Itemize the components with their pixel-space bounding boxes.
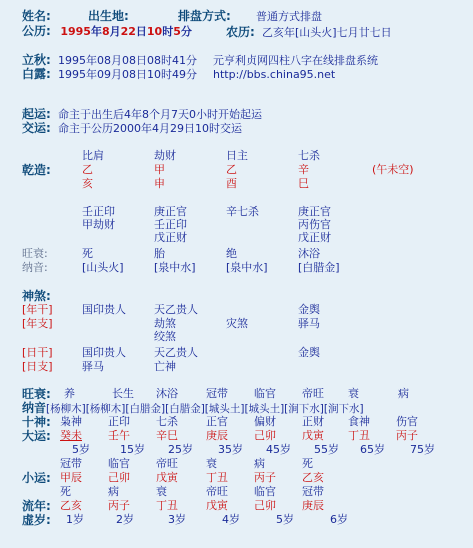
method-value: 普通方式排盘 (256, 10, 322, 23)
xy-top-1: 冠带 (60, 457, 82, 470)
xy-bot-2: 病 (108, 485, 119, 498)
gregorian-minute: 5 (173, 25, 181, 38)
qiyun-label: 起运: (22, 107, 51, 121)
liunian-6: 庚辰 (302, 499, 324, 512)
gregorian-label: 公历: (22, 24, 51, 38)
xusui-4: 4岁 (222, 513, 240, 526)
stem-day: 乙 (226, 163, 237, 176)
xy-bot-6: 冠带 (302, 485, 324, 498)
ss-dgan-1: 国印贵人 (82, 346, 126, 359)
hidden-4b: 丙伤官 (298, 218, 331, 231)
qianzao-label: 乾造: (22, 163, 51, 177)
branch-day: 酉 (226, 177, 237, 190)
dy-dayun-label: 大运: (22, 429, 51, 443)
nayin-3: [泉中水] (226, 261, 268, 274)
branch-year: 亥 (82, 177, 93, 190)
dayun-age-6: 55岁 (314, 443, 339, 456)
dayun-age-8: 75岁 (410, 443, 435, 456)
jiaoyun-label: 交运: (22, 121, 51, 135)
bailu-label: 白露: (22, 67, 51, 81)
hidden-3a: 辛七杀 (226, 205, 259, 218)
site-name-link[interactable]: 元亨利贞网四柱八字在线排盘系统 (213, 54, 378, 67)
ss-dgan-2: 天乙贵人 (154, 346, 198, 359)
dy-ss-6: 正财 (302, 415, 324, 428)
xy-bot-1: 死 (60, 485, 71, 498)
xy-bot-3: 衰 (156, 485, 167, 498)
day-gan-label: [日干] (22, 346, 53, 359)
dy-ws-6: 帝旺 (302, 387, 324, 400)
nayin-2: [泉中水] (154, 261, 196, 274)
dy-ws-2: 长生 (112, 387, 134, 400)
xusui-label: 虚岁: (22, 513, 51, 527)
stem-month: 甲 (154, 163, 165, 176)
xiaoyun-5: 丙子 (254, 471, 276, 484)
xiaoyun-1: 甲辰 (60, 471, 82, 484)
xiaoyun-2: 己卯 (108, 471, 130, 484)
wangshuai-3: 绝 (226, 247, 237, 260)
xy-top-6: 死 (302, 457, 313, 470)
lunar-value: 乙亥年[山头火]七月廿七日 (262, 26, 392, 39)
dy-ss-8: 伤官 (396, 415, 418, 428)
xy-top-5: 病 (254, 457, 265, 470)
dy-ws-4: 冠带 (206, 387, 228, 400)
ss-yzhi-2b: 绞煞 (154, 330, 176, 343)
dayun-pillar-1[interactable]: 癸未 (60, 429, 82, 442)
liunian-4: 戊寅 (206, 499, 228, 512)
void-note: (午未空) (372, 163, 414, 176)
ss-dzhi-2: 亡神 (154, 360, 176, 373)
dayun-pillar-4[interactable]: 庚辰 (206, 429, 228, 442)
xusui-5: 5岁 (276, 513, 294, 526)
gregorian-row: 公历: 1995年8月22日10时5分 (22, 24, 192, 38)
xy-bot-5: 临官 (254, 485, 276, 498)
ten-god-4: 七杀 (298, 149, 320, 162)
dy-ws-7: 衰 (348, 387, 359, 400)
site-url-link[interactable]: http://bbs.china95.net (213, 68, 336, 81)
xiaoyun-6: 乙亥 (302, 471, 324, 484)
hidden-1b: 甲劫财 (82, 218, 115, 231)
wangshuai-2: 胎 (154, 247, 165, 260)
dayun-pillar-3[interactable]: 辛巳 (156, 429, 178, 442)
ss-yzhi-4: 驿马 (298, 317, 320, 330)
dy-ss-2: 正印 (108, 415, 130, 428)
method-label: 排盘方式: (178, 9, 231, 23)
gregorian-hour: 10 (146, 25, 163, 38)
dayun-pillar-6[interactable]: 戊寅 (302, 429, 324, 442)
dayun-pillar-8[interactable]: 丙子 (396, 429, 418, 442)
ss-yzhi-3: 灾煞 (226, 317, 248, 330)
liqiu-value: 1995年08月08日08时41分 (58, 54, 197, 67)
dy-shishen-label: 十神: (22, 415, 51, 429)
day-zhi-label: [日支] (22, 360, 53, 373)
year-gan-label: [年干] (22, 303, 53, 316)
xy-top-2: 临官 (108, 457, 130, 470)
dy-ws-5: 临官 (254, 387, 276, 400)
hidden-1a: 壬正印 (82, 205, 115, 218)
branch-hour: 巳 (298, 177, 309, 190)
ten-god-1: 比肩 (82, 149, 104, 162)
name-label: 姓名: (22, 9, 51, 23)
gregorian-year: 1995 (60, 25, 91, 38)
xusui-2: 2岁 (116, 513, 134, 526)
dayun-pillar-2[interactable]: 壬午 (108, 429, 130, 442)
dy-ss-1: 枭神 (60, 415, 82, 428)
stem-year: 乙 (82, 163, 93, 176)
dy-nayin-values: [杨柳木][杨柳木][白腊金][白腊金][城头土][城头土][涧下水][涧下水] (46, 403, 364, 415)
dy-ss-4: 正官 (206, 415, 228, 428)
dy-ss-5: 偏财 (254, 415, 276, 428)
ss-ygan-1: 国印贵人 (82, 303, 126, 316)
wangshuai-4: 沐浴 (298, 247, 320, 260)
ten-god-2: 劫财 (154, 149, 176, 162)
lunar-label: 农历: (226, 25, 255, 39)
xy-top-3: 帝旺 (156, 457, 178, 470)
xiaoyun-4: 丁丑 (206, 471, 228, 484)
dayun-age-1: 5岁 (72, 443, 90, 456)
liunian-label: 流年: (22, 499, 51, 513)
hidden-2a: 庚正官 (154, 205, 187, 218)
dy-nayin-label: 纳音 (22, 401, 47, 415)
wangshuai-1: 死 (82, 247, 93, 260)
dayun-pillar-5[interactable]: 己卯 (254, 429, 276, 442)
dayun-age-7: 65岁 (360, 443, 385, 456)
dy-ss-3: 七杀 (156, 415, 178, 428)
branch-month: 申 (154, 177, 165, 190)
stem-hour: 辛 (298, 163, 309, 176)
ss-dzhi-1: 驿马 (82, 360, 104, 373)
qiyun-text: 命主于出生后4年8个月7天0小时开始起运 (58, 108, 262, 121)
dayun-age-2: 15岁 (120, 443, 145, 456)
dayun-age-3: 25岁 (168, 443, 193, 456)
liqiu-label: 立秋: (22, 53, 51, 67)
shensha-title: 神煞: (22, 289, 51, 303)
xiaoyun-label: 小运: (22, 471, 51, 485)
year-zhi-label: [年支] (22, 317, 53, 330)
nayin-4: [白腊金] (298, 261, 340, 274)
xy-bot-4: 帝旺 (206, 485, 228, 498)
xusui-1: 1岁 (66, 513, 84, 526)
ss-dgan-4: 金舆 (298, 346, 320, 359)
liunian-1: 乙亥 (60, 499, 82, 512)
xy-top-4: 衰 (206, 457, 217, 470)
nayin-label: 纳音: (22, 261, 48, 274)
liunian-2: 丙子 (108, 499, 130, 512)
ten-god-3: 日主 (226, 149, 248, 162)
ss-ygan-2: 天乙贵人 (154, 303, 198, 316)
hidden-4c: 戊正财 (298, 231, 331, 244)
dayun-age-5: 45岁 (266, 443, 291, 456)
hidden-2c: 戊正财 (154, 231, 187, 244)
gregorian-month: 8 (101, 25, 110, 38)
ss-yzhi-2a: 劫煞 (154, 317, 176, 330)
xusui-3: 3岁 (168, 513, 186, 526)
xiaoyun-3: 戊寅 (156, 471, 178, 484)
gregorian-day: 22 (120, 25, 136, 38)
hidden-4a: 庚正官 (298, 205, 331, 218)
dy-ws-1: 养 (64, 387, 75, 400)
liunian-3: 丁丑 (156, 499, 178, 512)
dy-ws-8: 病 (398, 387, 409, 400)
ss-ygan-4: 金舆 (298, 303, 320, 316)
xusui-6: 6岁 (330, 513, 348, 526)
dy-wangshuai-label: 旺衰: (22, 387, 51, 401)
hidden-2b: 壬正印 (154, 218, 187, 231)
dy-nayin-row (22, 402, 364, 415)
nayin-1: [山头火] (82, 261, 124, 274)
dayun-age-4: 35岁 (218, 443, 243, 456)
birthplace-label: 出生地: (88, 9, 129, 23)
wangshuai-label: 旺衰: (22, 247, 48, 260)
dy-ws-3: 沐浴 (156, 387, 178, 400)
liunian-5: 己卯 (254, 499, 276, 512)
dayun-pillar-7[interactable]: 丁丑 (348, 429, 370, 442)
dy-ss-7: 食神 (348, 415, 370, 428)
bailu-value: 1995年09月08日10时49分 (58, 68, 197, 81)
jiaoyun-text: 命主于公历2000年4月29日10时交运 (58, 122, 242, 135)
